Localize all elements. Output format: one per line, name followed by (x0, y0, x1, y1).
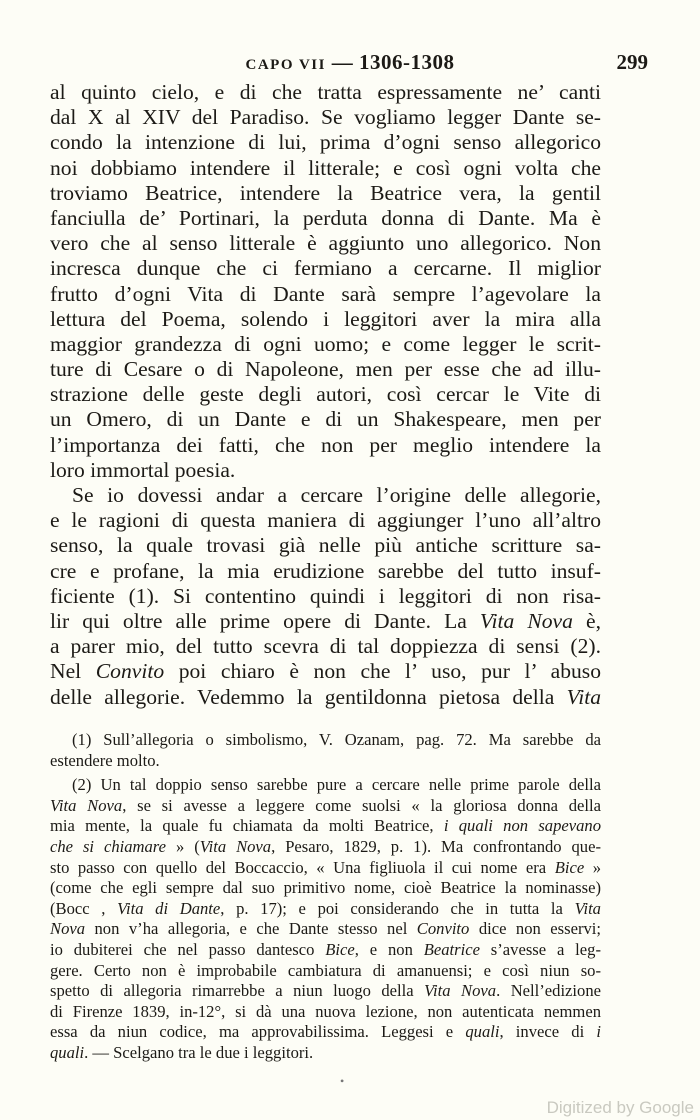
text-line: un Omero, di un Dante e di un Shakespeare, men per (50, 407, 601, 432)
text-line: ture di Cesare o di Napoleone, men per esse che ad illu- (50, 357, 601, 382)
text-line: a parer mio, del tutto scevra di tal doppiezza di sensi (2). (50, 634, 601, 659)
text-line: noi dobbiamo intendere il litterale; e così ogni volta che (50, 155, 601, 180)
text-line: troviamo Beatrice, intendere la Beatrice vera, la gentil (50, 180, 601, 205)
footnote-line: (come che egli sempre dal suo primitivo nome, cioè Beatrice la nominasse) (50, 878, 601, 898)
footnote-line: che si chiamare » (Vita Nova, Pesaro, 1829, p. 1). Ma confrontando que- (50, 836, 601, 856)
text-line: fanciulla de’ Portinari, la perduta donna di Dante. Ma è (50, 205, 601, 230)
text-line: senso, la quale trovasi già nelle più antiche scritture sa- (50, 533, 601, 558)
running-header (52, 50, 648, 82)
text-line: Nel Convito poi chiaro è non che l’ uso, pur l’ abuso (50, 659, 601, 684)
text-line: strazione delle geste degli autori, così cercar le Vite di (50, 382, 601, 407)
footnote-line: (Bocc , Vita di Dante, p. 17); e poi considerando che in tutta la Vita (50, 898, 601, 918)
header-dash: — (331, 50, 354, 74)
footnotes (50, 730, 601, 1064)
text-line: cre e profane, la mia erudizione sarebbe del tutto insuf- (50, 558, 601, 583)
text-line: e le ragioni di questa maniera di aggiunger l’uno all’altro (50, 508, 601, 533)
footnote-line: gere. Certo non è improbabile cambiatura di amanuensi; e così niun so- (50, 960, 601, 980)
footnote-line: estendere molto. (50, 750, 160, 770)
running-title (52, 50, 648, 75)
page-number: 299 (616, 50, 648, 74)
text-line: delle allegorie. Vedemmo la gentildonna pietosa della Vita (50, 684, 601, 709)
text-line: vero che al senso litterale è aggiunto uno allegorico. Non (50, 231, 601, 256)
footnote-line: io dubiterei che nel passo dantesco Bice, e non Beatrice s’avesse a leg- (50, 939, 601, 959)
footnote-line: Vita Nova, se si avesse a leggere come suolsi « la gloriosa donna della (50, 795, 601, 815)
text-line: loro immortal poesia. (50, 457, 236, 482)
text-line: dal X al XIV del Paradiso. Se vogliamo legger Dante se- (50, 105, 601, 130)
bottom-mark: • (340, 1074, 345, 1088)
text-line: Se io dovessi andar a cercare l’origine delle allegorie, (72, 483, 601, 507)
text-line: lettura del Poema, solendo i leggitori aver la mira alla (50, 306, 601, 331)
body-text (50, 80, 601, 710)
header-years: 1306-1308 (358, 50, 455, 74)
footnote-2 (50, 775, 601, 1063)
text-line: maggior grandezza di ogni uomo; e come legger le scrit- (50, 331, 601, 356)
footnote-1 (50, 730, 601, 771)
text-line: incresca dunque che ci fermiano a cercarne. Il miglior (50, 256, 601, 281)
footnote-line: (1) Sull’allegoria o simbolismo, V. Ozanam, pag. 72. Ma sarebbe da (72, 730, 601, 749)
text-line: lir qui oltre alle prime opere di Dante. La Vita Nova è, (50, 608, 601, 633)
text-line: frutto d’ogni Vita di Dante sarà sempre l’agevolare la (50, 281, 601, 306)
footnote-line: Nova non v’ha allegoria, e che Dante stesso nel Convito dice non esservi; (50, 919, 601, 939)
text-line: ficiente (1). Si contentino quindi i leggitori di non risa- (50, 583, 601, 608)
footnote-line: mia mente, la quale fu chiamata da molti Beatrice, i quali non sapevano (50, 816, 601, 836)
footnote-line: di Firenze 1839, in-12°, si dà una nuova lezione, non autenticata nemmen (50, 1001, 601, 1021)
footnote-line: quali. — Scelgano tra le due i leggitori. (50, 1042, 314, 1062)
text-line: al quinto cielo, e di che tratta espressamente ne’ canti (50, 80, 601, 104)
text-line: condo la intenzione di lui, prima d’ogni senso allegorico (50, 130, 601, 155)
text-line: l’importanza dei fatti, che non per meglio intendere la (50, 432, 601, 457)
footnote-line: sto passo con quello del Boccaccio, « Una figliuola il cui nome era Bice » (50, 857, 602, 877)
digitization-watermark: Digitized by Google (546, 1098, 694, 1117)
footnote-line: (2) Un tal doppio senso sarebbe pure a cercare nelle prime parole della (72, 775, 601, 795)
footnote-line: essa da niun codice, ma approvabilissima. Leggesi e quali, invece di i (50, 1022, 601, 1042)
chapter-label: CAPO VII (245, 57, 326, 73)
footnote-line: spetto di allegoria rimarrebbe a niun luogo della Vita Nova. Nell’edizione (50, 981, 601, 1001)
